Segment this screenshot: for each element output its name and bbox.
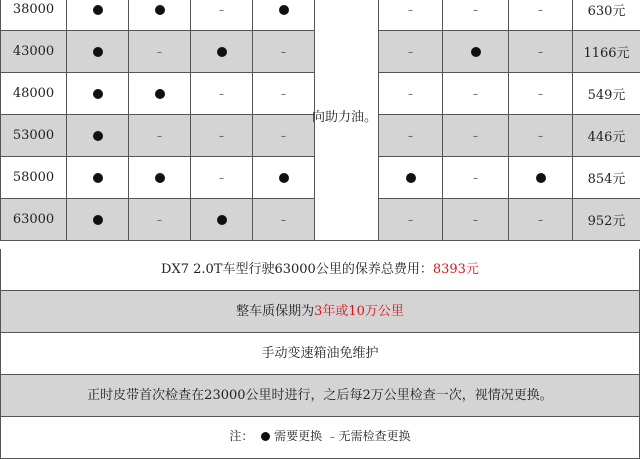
no-action-dash: –	[219, 131, 224, 142]
no-action-dash: –	[157, 47, 162, 58]
total-cost-value: 8393元	[433, 262, 479, 277]
item-cell	[443, 157, 509, 199]
no-action-dash: –	[219, 173, 224, 184]
replace-dot-icon	[93, 173, 103, 183]
legend-row: 注： 需要更换 – 无需检查更换	[0, 417, 640, 459]
item-cell	[443, 0, 509, 31]
item-cell	[191, 0, 253, 31]
price-cell: 446元	[573, 115, 640, 157]
mileage-cell: 58000	[1, 157, 67, 199]
replace-dot-icon	[93, 5, 103, 15]
no-action-dash: –	[408, 5, 413, 16]
no-action-dash: –	[408, 131, 413, 142]
item-cell	[253, 115, 315, 157]
no-action-dash: –	[157, 131, 162, 142]
item-cell	[67, 157, 129, 199]
item-cell	[379, 73, 443, 115]
replace-dot-icon	[155, 5, 165, 15]
item-cell	[191, 115, 253, 157]
legend-needed-label: 需要更换	[274, 429, 322, 443]
warranty-label: 整车质保期为	[236, 304, 314, 319]
replace-dot-icon	[93, 215, 103, 225]
item-cell	[253, 73, 315, 115]
item-cell	[129, 199, 191, 241]
item-cell	[129, 31, 191, 73]
warranty-value: 3年或10万公里	[314, 304, 404, 319]
item-cell	[379, 199, 443, 241]
price-cell: 549元	[573, 73, 640, 115]
no-action-dash: –	[408, 89, 413, 100]
no-action-dash: –	[538, 47, 543, 58]
no-action-dash: –	[538, 215, 543, 226]
replace-dot-icon	[406, 173, 416, 183]
item-cell	[443, 73, 509, 115]
item-cell	[67, 31, 129, 73]
item-cell	[379, 157, 443, 199]
item-cell	[67, 0, 129, 31]
mileage-cell: 38000	[1, 0, 67, 31]
replace-dot-icon	[217, 215, 227, 225]
replace-dot-icon	[155, 89, 165, 99]
item-cell	[253, 157, 315, 199]
item-cell	[67, 115, 129, 157]
replace-dot-icon	[155, 173, 165, 183]
no-action-dash: –	[281, 47, 286, 58]
item-cell	[129, 157, 191, 199]
item-cell	[509, 199, 573, 241]
item-cell	[509, 31, 573, 73]
no-action-dash: –	[281, 89, 286, 100]
item-cell	[443, 199, 509, 241]
item-cell	[67, 73, 129, 115]
replace-dot-icon	[217, 47, 227, 57]
note-text: 向助力油。	[311, 106, 378, 125]
mileage-cell: 53000	[1, 115, 67, 157]
no-action-dash: –	[538, 5, 543, 16]
no-action-dash: –	[219, 5, 224, 16]
item-cell	[191, 73, 253, 115]
gearbox-row	[0, 333, 640, 375]
item-cell	[509, 115, 573, 157]
item-cell	[509, 0, 573, 31]
legend-not-needed-icon: –	[330, 432, 335, 443]
legend-prefix: 注	[229, 429, 241, 443]
total-cost-row	[0, 249, 640, 291]
price-cell: 630元	[573, 0, 640, 31]
item-cell	[379, 115, 443, 157]
item-cell	[379, 0, 443, 31]
item-cell	[379, 31, 443, 73]
item-cell	[191, 31, 253, 73]
no-action-dash: –	[281, 215, 286, 226]
item-cell	[443, 31, 509, 73]
no-action-dash: –	[473, 131, 478, 142]
item-cell	[191, 157, 253, 199]
item-cell	[129, 115, 191, 157]
item-cell	[253, 31, 315, 73]
no-action-dash: –	[473, 89, 478, 100]
no-action-dash: –	[473, 5, 478, 16]
item-cell	[253, 0, 315, 31]
replace-dot-icon	[536, 173, 546, 183]
replace-dot-icon	[93, 47, 103, 57]
replace-dot-icon	[279, 5, 289, 15]
timing-belt-text: 正时皮带首次检查在23000公里时进行，之后每2万公里检查一次，视情况更换。	[87, 388, 553, 403]
mileage-cell: 43000	[1, 31, 67, 73]
replace-dot-icon	[279, 173, 289, 183]
timing-belt-row	[0, 375, 640, 417]
no-action-dash: –	[281, 131, 286, 142]
item-cell	[443, 115, 509, 157]
note-column	[315, 0, 379, 241]
item-cell	[191, 199, 253, 241]
mileage-cell: 63000	[1, 199, 67, 241]
table-row	[1, 0, 640, 31]
no-action-dash: –	[219, 89, 224, 100]
item-cell	[253, 199, 315, 241]
no-action-dash: –	[473, 173, 478, 184]
mileage-cell: 48000	[1, 73, 67, 115]
no-action-dash: –	[157, 215, 162, 226]
gearbox-text: 手动变速箱油免维护	[261, 346, 378, 361]
item-cell	[129, 0, 191, 31]
item-cell	[129, 73, 191, 115]
replace-dot-icon	[471, 47, 481, 57]
replace-dot-icon	[93, 89, 103, 99]
replace-dot-icon	[93, 131, 103, 141]
no-action-dash: –	[538, 131, 543, 142]
item-cell	[509, 73, 573, 115]
no-action-dash: –	[408, 47, 413, 58]
item-cell	[509, 157, 573, 199]
warranty-row	[0, 291, 640, 333]
price-cell: 952元	[573, 199, 640, 241]
total-cost-label: DX7 2.0T车型行驶63000公里的保养总费用：	[161, 262, 433, 277]
price-cell: 1166元	[573, 31, 640, 73]
legend-not-needed-label: 无需检查更换	[339, 429, 411, 443]
item-cell	[67, 199, 129, 241]
no-action-dash: –	[408, 215, 413, 226]
price-cell: 854元	[573, 157, 640, 199]
no-action-dash: –	[538, 89, 543, 100]
no-action-dash: –	[473, 215, 478, 226]
